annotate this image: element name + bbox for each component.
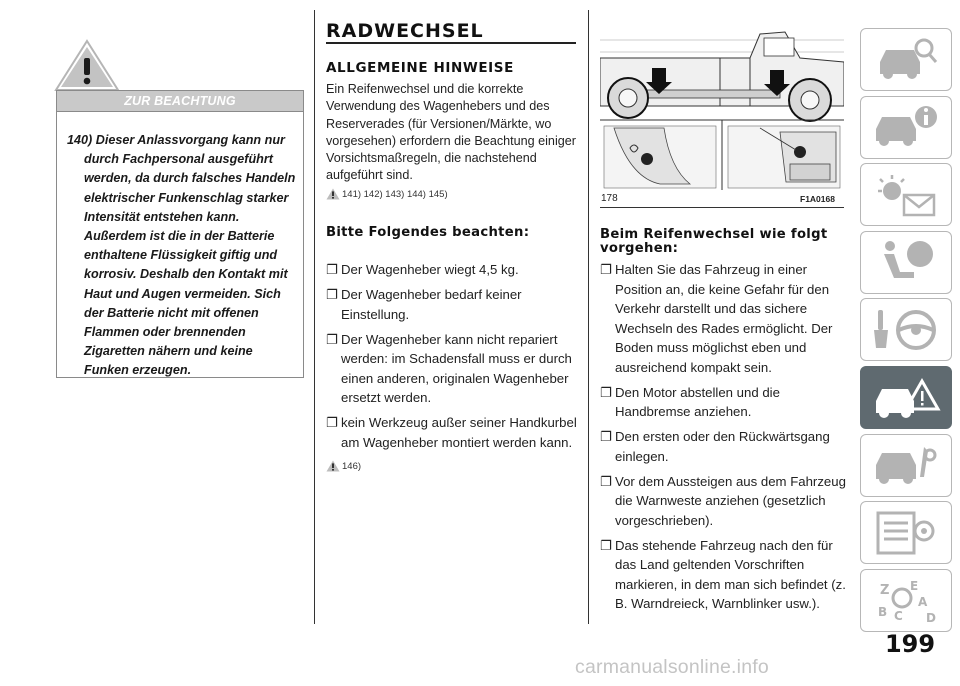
list-item-text: Der Wagenheber bedarf keiner Einstellung. [341,287,522,322]
list-item [600,383,848,422]
list-item-text: Vor dem Aussteigen aus dem Fahrzeug die Warnweste anziehen (gesetzlich vorgeschrieben). [615,473,846,528]
warning-references-2 [326,460,361,472]
list-item [600,472,848,531]
column-divider-right [588,10,589,624]
checkbox-bullet-icon: ❐ [600,537,612,553]
car-maintenance-icon [866,437,946,493]
list-item [326,260,580,280]
list-item [326,330,580,408]
checkbox-bullet-icon: ❐ [600,429,612,444]
svg-text:E: E [910,579,919,594]
watermark: carmanualsonline.info [575,656,769,678]
chapter-tab-6[interactable] [860,366,952,429]
checkbox-bullet-icon: ❐ [600,473,612,489]
technical-data-icon [866,505,946,561]
warning-box [56,90,304,378]
list-item [600,427,848,466]
chapter-tabs [860,28,952,636]
list-item-text: Halten Sie das Fahrzeug in einer Position an, die keine Gefahr für den Verkehr darstellt und das sichere Wechseln des Rades ermöglicht. Der Boden muss möglichst eben und ausreichend kompakt sein. [615,262,833,375]
chapter-tab-9[interactable] [860,569,952,632]
chapter-tab-8[interactable] [860,501,952,564]
warning-text: Dieser Anlassvorgang kann nur durch Fachpersonal ausgeführt werden, da durch falsches Handeln elektrischer Funkenschlag starker Intensität entstehen kann. Außerdem ist die in der Batterie enthaltene Flüssigkeit giftig und korrosiv. Deshalb den Kontakt mit Haut und Augen vermeiden. Sich der Batterie nicht mit offenen Flammen oder brennenden Zigaretten nähern und keine Funken erzeugen. [84,133,296,378]
airbag-seat-icon [866,234,946,290]
list-item [600,260,848,377]
references-text: 141) 142) 143) 144) 145) [342,189,448,200]
small-warning-icon [326,188,340,200]
chapter-tab-7[interactable] [860,434,952,497]
figure-underline [600,207,844,208]
checkbox-bullet-icon: ❐ [326,415,338,430]
list-item [600,536,848,614]
chapter-tab-3[interactable] [860,163,952,226]
list-item-text: Den Motor abstellen und die Handbremse anziehen. [615,384,780,419]
chapter-tab-1[interactable] [860,28,952,91]
list-item-text: Der Wagenheber wiegt 4,5 kg. [341,262,519,277]
section-title-underline [326,42,576,44]
warning-references [326,188,448,200]
svg-text:Z: Z [880,583,890,599]
checkbox-bullet-icon: ❐ [326,331,338,347]
alphabetical-index-icon [866,572,946,628]
section-title: RADWECHSEL [326,20,484,42]
chapter-tab-2[interactable] [860,96,952,159]
warning-title: ZUR BEACHTUNG [57,91,303,112]
section-subtitle: ALLGEMEINE HINWEISE [326,60,514,76]
list-item-text: Den ersten oder den Rückwärtsgang einlegen. [615,429,830,464]
steering-wheel-icon [866,302,946,358]
warning-lights-icon [866,167,946,223]
svg-text:B: B [878,605,888,620]
car-emergency-icon [866,369,946,425]
checkbox-bullet-icon: ❐ [326,287,338,302]
intro-paragraph: Ein Reifenwechsel und die korrekte Verwendung des Wagenhebers und des Reserverades (für Versionen/Märkte, wo vorgesehen) erfordern die Beachtung einiger Vorsichtsmaßregeln, die nachstehend aufgeführt sind. [326,82,576,183]
car-info-icon [866,99,946,155]
page-number: 199 [884,630,936,658]
notice-list [326,260,580,458]
warning-text-block [67,131,297,381]
checkbox-bullet-icon: ❐ [326,262,338,277]
svg-text:D: D [926,611,936,626]
small-warning-icon [326,460,340,472]
column-divider-left [314,10,315,624]
notice-heading: Bitte Folgendes beachten: [326,225,530,240]
procedure-list [600,260,848,619]
checkbox-bullet-icon: ❐ [600,384,612,400]
warning-number: 140) [67,133,93,147]
references-text-2: 146) [342,461,362,472]
list-item-text: Der Wagenheber kann nicht repariert werden: im Schadensfall muss er durch einen anderen, originalen Wagenheber ersetzt werden. [341,331,572,405]
figure-code: F1A0168 [800,194,835,204]
list-item-text: kein Werkzeug außer seiner Handkurbel am Wagenheber montiert werden kann. [341,415,577,450]
chapter-tab-5[interactable] [860,298,952,361]
svg-text:C: C [894,609,903,624]
car-search-icon [866,32,946,88]
figure-number: 178 [601,193,618,204]
jack-points-illustration [600,28,844,208]
list-item-text: Das stehende Fahrzeug nach den für das Land geltenden Vorschriften markieren, in dem man sich befindet (z. B. Warndreieck, Warnblinker usw.). [615,537,846,611]
list-item [326,413,580,452]
warning-triangle-icon [52,38,122,94]
procedure-heading: Beim Reifenwechsel wie folgt vorgehen: [600,227,828,256]
svg-text:A: A [918,595,928,610]
chapter-tab-4[interactable] [860,231,952,294]
checkbox-bullet-icon: ❐ [600,262,612,277]
list-item [326,285,580,324]
